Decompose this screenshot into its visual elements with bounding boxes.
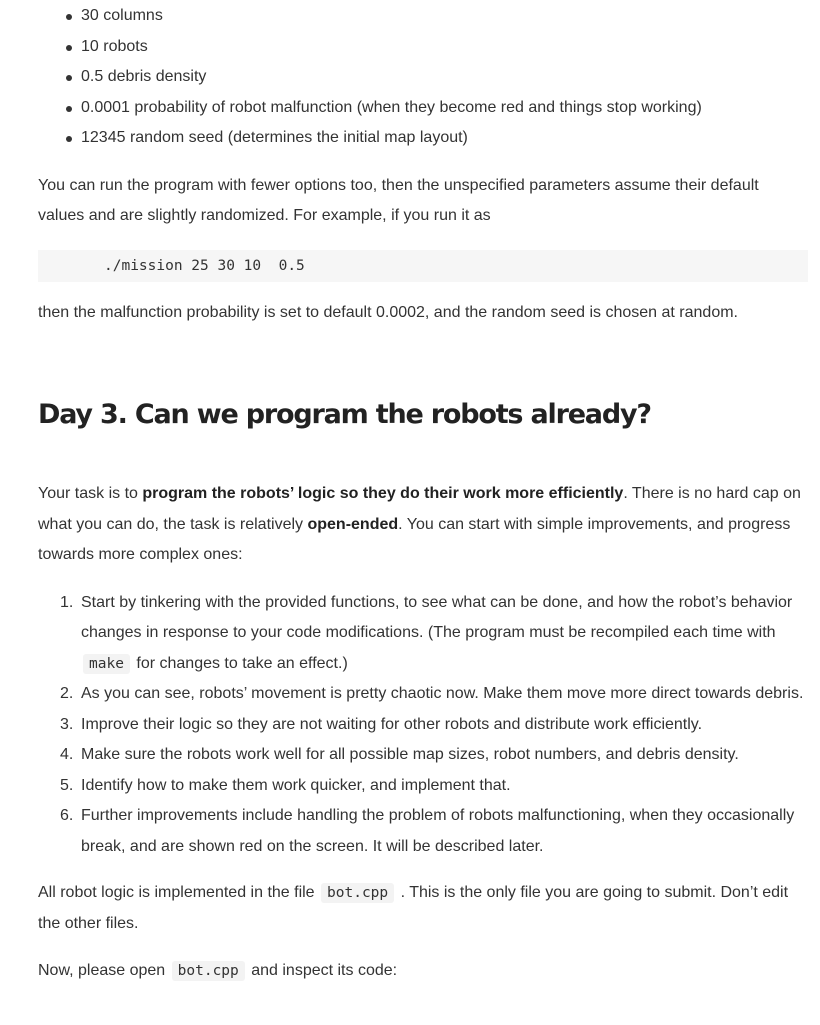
bot-file-inline-code: bot.cpp [321,883,394,903]
parameter-list [38,1,808,154]
document-content [0,1,820,987]
list-item: 6. Further improvements include handling the problem of robots malfunctioning, when they occasionally break, and are shown red on the screen. It will be described later. [60,807,795,855]
list-item: 10 robots [38,32,808,63]
list-item: 12345 random seed (determines the initial map layout) [38,123,808,154]
list-item: 1. Start by tinkering with the provided functions, to see what can be done, and how the robot’s behavior changes in response to your code modifications. (The program must be recompiled each time with make for changes to take an effect.) [60,593,793,672]
list-item: 4. Make sure the robots work well for all possible map sizes, robot numbers, and debris density. [60,746,739,763]
list-item: 3. Improve their logic so they are not waiting for other robots and distribute work efficiently. [60,715,703,733]
task-paragraph: Your task is to program the robots’ logic so they do their work more efficiently. There is no hard cap on what you can do, the task is relatively open-ended. You can start with simple improvements, and progress towards more complex ones: [38,485,801,563]
steps-list [38,588,808,863]
open-ended-emphasis: open-ended [307,515,399,533]
bot-file-paragraph: All robot logic is implemented in the file bot.cpp . This is the only file you are going to submit. Don’t edit the other files. [38,884,789,932]
list-item: 5. Identify how to make them work quicker, and implement that. [60,776,511,794]
defaults-paragraph: then the malfunction probability is set to default 0.0002, and the random seed is chosen at random. [38,303,738,321]
list-item: 2. As you can see, robots’ movement is pretty chaotic now. Make them move more direct towards debris. [60,685,804,702]
list-item: 0.0001 probability of robot malfunction (when they become red and things stop working) [38,93,808,124]
section-heading: Day 3. Can we program the robots already? [38,399,651,430]
make-inline-code: make [83,654,130,674]
intro-paragraph: You can run the program with fewer options too, then the unspecified parameters assume their default values and are slightly randomized. For example, if you run it as [38,176,759,224]
bot-file-inline-code: bot.cpp [172,961,245,981]
command-code-block: ./mission 25 30 10 0.5 [38,250,808,282]
task-emphasis: program the robots’ logic so they do their work more efficiently [142,485,624,502]
list-item: 0.5 debris density [38,62,808,93]
list-item: 30 columns [38,1,808,32]
open-file-paragraph: Now, please open bot.cpp and inspect its code: [38,962,398,979]
